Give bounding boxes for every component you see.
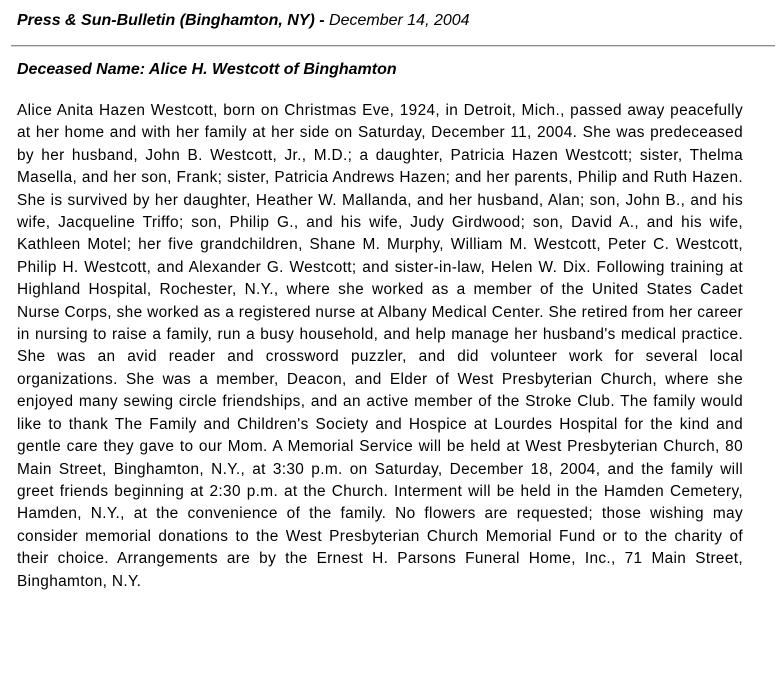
deceased-name-heading: Deceased Name: Alice H. Westcott of Binghamton [17, 61, 397, 78]
publication-name: Press & Sun-Bulletin (Binghamton, NY) [17, 12, 315, 29]
obituary-body: Alice Anita Hazen Westcott, born on Christmas Eve, 1924, in Detroit, Mich., passed away peacefully at her home and with her family at her side on Saturday, December 11, 2004. She was predeceased by her husband, John B. Westcott, Jr., M.D.; a daughter, Patricia Hazen Westcott; sister, Thelma Masella, and her son, Frank; sister, Patricia Andrews Hazen; and her parents, Philip and Ruth Hazen. She is survived by her daughter, Heather W. Mallanda, and her husband, Alan; son, John B., and his wife, Jacqueline Triffo; son, Philip G., and his wife, Judy Girdwood; son, David A., and his wife, Kathleen Motel; her five grandchildren, Shane M. Murphy, William M. Westcott, Peter C. Westcott, Philip H. Westcott, and Alexander G. Westcott; and sister-in-law, Helen W. Dix. Following training at Highland Hospital, Rochester, N.Y., where she worked as a member of the United States Cadet Nurse Corps, she worked as a registered nurse at Albany Medical Center. She retired from her career in nursing to raise a family, run a busy household, and help manage her husband's medical practice. She was an avid reader and crossword puzzler, and did volunteer work for several local organizations. She was a member, Deacon, and Elder of West Presbyterian Church, where she enjoyed many sewing circle friendships, and an active member of the Stroke Club. The family would like to thank The Family and Children's Society and Hospice at Lourdes Hospital for the kind and gentle care they gave to our Mom. A Memorial Service will be held at West Presbyterian Church, 80 Main Street, Binghamton, N.Y., at 3:30 p.m. on Saturday, December 18, 2004, and the family will greet friends beginning at 2:30 p.m. at the Church. Interment will be held in the Hamden Cemetery, Hamden, N.Y., at the convenience of the family. No flowers are requested; those wishing may consider memorial donations to the West Presbyterian Church Memorial Fund or to the charity of their choice. Arrangements are by the Ernest H. Parsons Funeral Home, Inc., 71 Main Street, Binghamton, N.Y. [17, 102, 743, 590]
header-separator: - [314, 12, 330, 29]
header-divider [11, 45, 775, 47]
source-header [17, 10, 470, 32]
publication-date: December 14, 2004 [329, 12, 470, 29]
